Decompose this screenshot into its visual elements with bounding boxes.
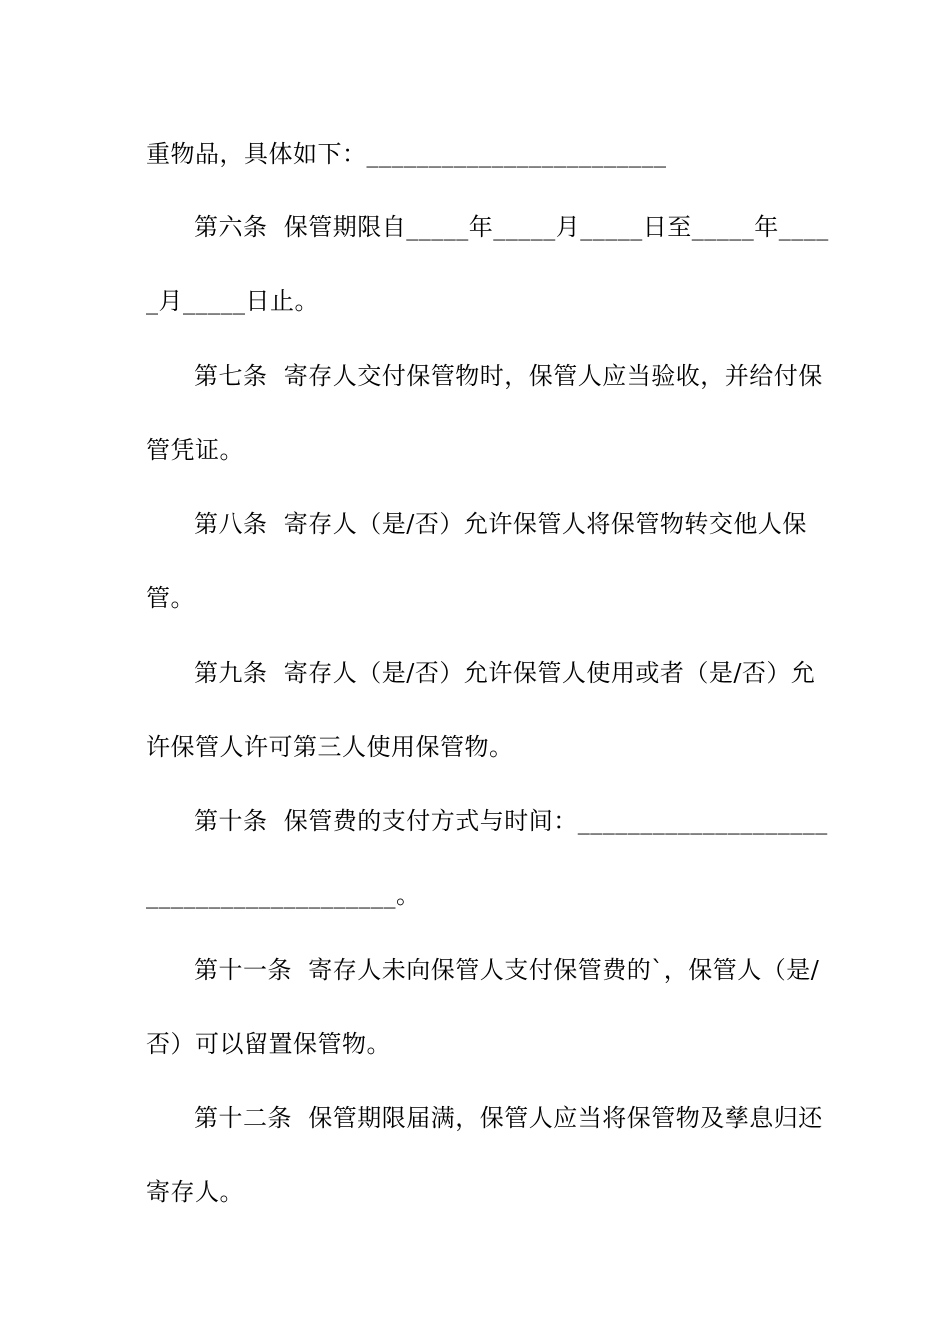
- text-line: 管。: [146, 584, 195, 612]
- text-line: 许保管人许可第三人使用保管物。: [146, 733, 514, 761]
- text-line: _月_____日止。: [146, 287, 319, 315]
- article-8-heading-line: 第八条 寄存人（是/否）允许保管人将保管物转交他人保: [194, 510, 807, 538]
- article-10-heading-line: 第十条 保管费的支付方式与时间：____________________: [194, 807, 828, 835]
- article-7-heading-line: 第七条 寄存人交付保管物时，保管人应当验收，并给付保: [194, 362, 823, 390]
- article-11-heading-line: 第十一条 寄存人未向保管人支付保管费的`，保管人（是/: [194, 956, 820, 984]
- text-line: 重物品，具体如下：________________________: [146, 140, 667, 168]
- article-12-heading-line: 第十二条 保管期限届满，保管人应当将保管物及孳息归还: [194, 1104, 823, 1132]
- text-line: 否）可以留置保管物。: [146, 1030, 391, 1058]
- article-9-heading-line: 第九条 寄存人（是/否）允许保管人使用或者（是/否）允: [194, 659, 816, 687]
- text-line: 寄存人。: [146, 1178, 244, 1206]
- text-line: 管凭证。: [146, 436, 244, 464]
- text-line: ____________________。: [146, 881, 421, 909]
- article-6-heading-line: 第六条 保管期限自_____年_____月_____日至_____年____: [194, 213, 829, 241]
